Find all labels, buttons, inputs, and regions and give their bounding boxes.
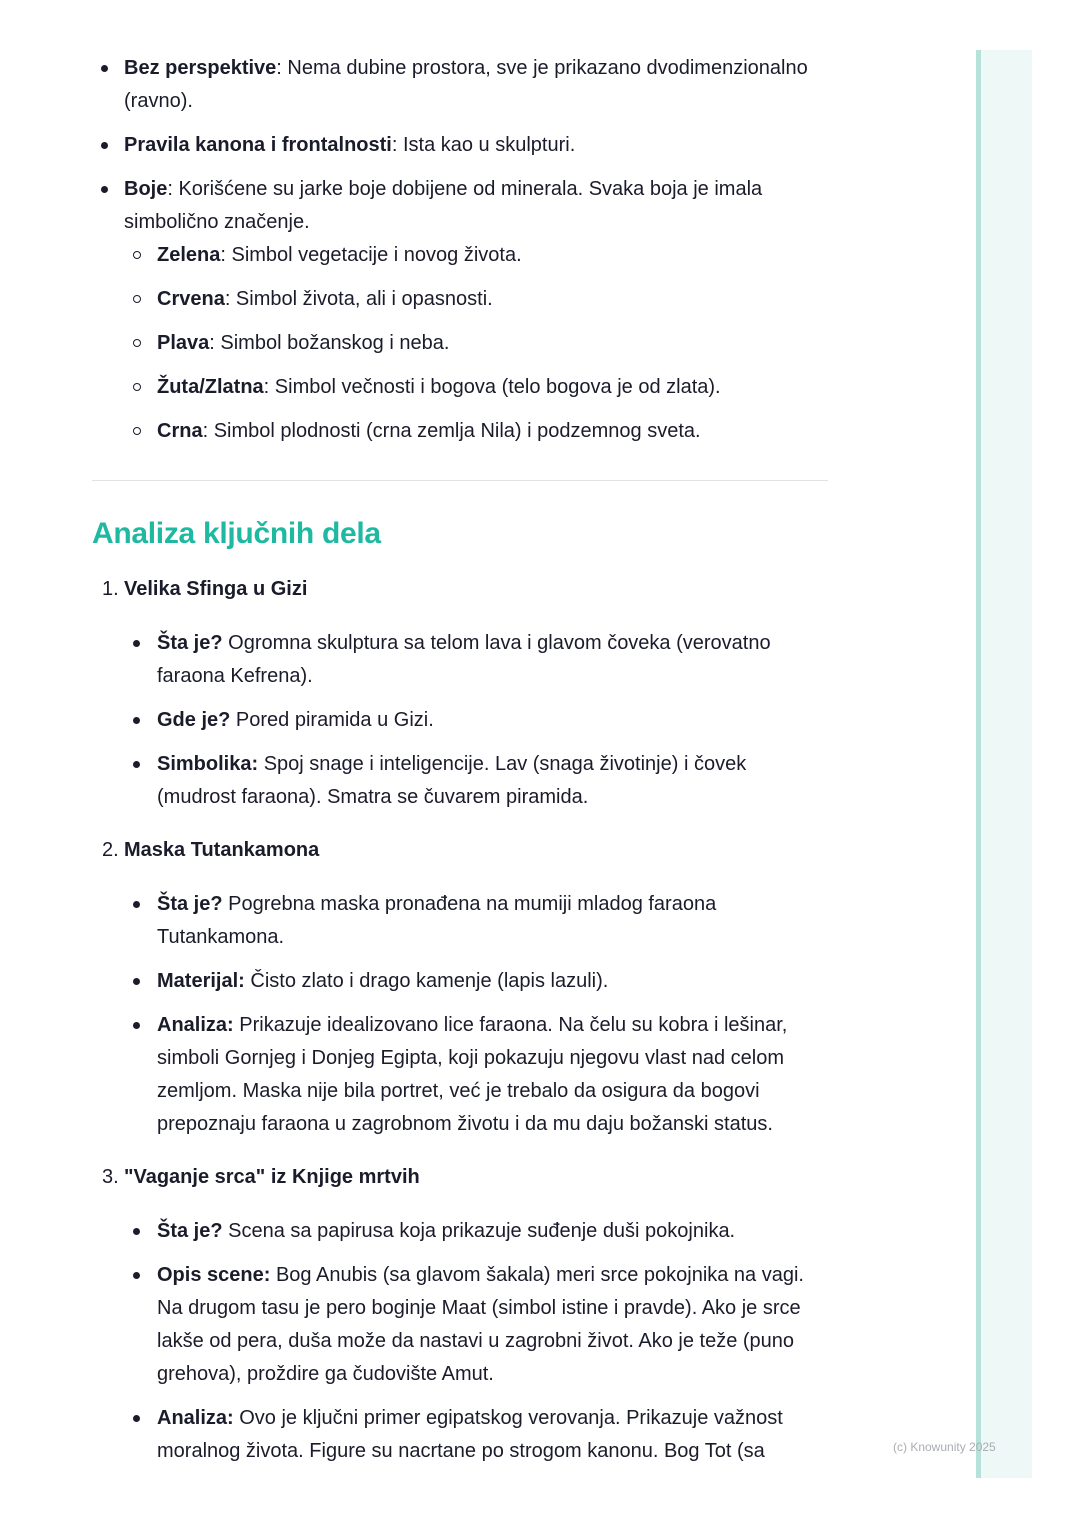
work-title: Velika Sfinga u Gizi: [124, 578, 308, 600]
section-heading: Analiza ključnih dela: [92, 517, 381, 550]
document-content: [92, 52, 828, 1488]
list-item: Simbolika: Spoj snage i inteligencije. Lav (snaga životinje) i čovek (mudrost faraona). Smatra se čuvarem piramida.: [124, 748, 828, 814]
works-list: [92, 573, 828, 1468]
copyright-footer: (c) Knowunity 2025: [893, 1440, 996, 1454]
list-item: Analiza: Ovo je ključni primer egipatskog verovanja. Prikazuje važnost moralnog života. Figure su nacrtane po strogom kanonu. Bog Tot (sa: [124, 1402, 828, 1468]
list-item: Gde je? Pored piramida u Gizi.: [124, 704, 828, 737]
list-item: Opis scene: Bog Anubis (sa glavom šakala) meri srce pokojnika na vagi. Na drugom tasu je pero boginje Maat (simbol istine i pravde). Ako je srce lakše od pera, duša može da nastavi u zagrobni život. Ako je teže (puno grehova), proždire ga čudovište Amut.: [124, 1259, 828, 1391]
list-item: Šta je? Pogrebna maska pronađena na mumiji mladog faraona Tutankamona.: [124, 888, 828, 954]
list-item: Bez perspektive: Nema dubine prostora, sve je prikazano dvodimenzionalno (ravno).: [92, 52, 828, 118]
list-item: Crvena: Simbol života, ali i opasnosti.: [124, 283, 828, 316]
list-item: Šta je? Scena sa papirusa koja prikazuje suđenje duši pokojnika.: [124, 1215, 828, 1248]
list-item: Crna: Simbol plodnosti (crna zemlja Nila) i podzemnog sveta.: [124, 415, 828, 448]
work-item: 3. "Vaganje srca" iz Knjige mrtvih Šta je? Scena sa papirusa koja prikazuje suđenje duši pokojnika. Opis scene: Bog Anubis (sa glavom šakala) meri srce pokojnika na vagi. Na drugom tasu je pero boginje Maat (simbol istine i pravde). Ako je srce lakše od pera, duša može da nastavi u zagrobni život. Ako je teže (puno grehova), proždire ga čudovište Amut. Analiza: Ovo je ključni primer egipatskog verovanja. Prikazuje važnost moralnog života. Figure su nacrtane po strogom kanonu. Bog Tot (sa: [92, 1161, 828, 1468]
list-item: Analiza: Prikazuje idealizovano lice faraona. Na čelu su kobra i lešinar, simboli Gornjeg i Donjeg Egipta, koji pokazuju njegovu vlast nad celom zemljom. Maska nije bila portret, već je trebalo da osigura da bogovi prepoznaju faraona u zagrobnom životu i da mu daju božanski status.: [124, 1009, 828, 1141]
side-panel: [976, 50, 1032, 1478]
divider: [92, 480, 828, 481]
work-item: 1. Velika Sfinga u Gizi Šta je? Ogromna skulptura sa telom lava i glavom čoveka (verovatno faraona Kefrena). Gde je? Pored piramida u Gizi. Simbolika: Spoj snage i inteligencije. Lav (snaga životinje) i čovek (mudrost faraona). Smatra se čuvarem piramida.: [92, 573, 828, 814]
list-item: Žuta/Zlatna: Simbol večnosti i bogova (telo bogova je od zlata).: [124, 371, 828, 404]
list-item: Boje: Korišćene su jarke boje dobijene od minerala. Svaka boja je imala simbolično značenje. Zelena: Simbol vegetacije i novog života. Crvena: Simbol života, ali i opasnosti. Plava: Simbol božanskog i neba. Žuta/Zlatna: Simbol večnosti i bogova (telo bogova je od zlata). Crna: Simbol plodnosti (crna zemlja Nila) i podzemnog sveta.: [92, 173, 828, 448]
list-item: Materijal: Čisto zlato i drago kamenje (lapis lazuli).: [124, 965, 828, 998]
work-item: 2. Maska Tutankamona Šta je? Pogrebna maska pronađena na mumiji mladog faraona Tutankamona. Materijal: Čisto zlato i drago kamenje (lapis lazuli). Analiza: Prikazuje idealizovano lice faraona. Na čelu su kobra i lešinar, simboli Gornjeg i Donjeg Egipta, koji pokazuju njegovu vlast nad celom zemljom. Maska nije bila portret, već je trebalo da osigura da bogovi prepoznaju faraona u zagrobnom životu i da mu daju božanski status.: [92, 834, 828, 1141]
painting-features-list: [92, 52, 828, 448]
work-title: Maska Tutankamona: [124, 839, 320, 861]
list-item: Zelena: Simbol vegetacije i novog života.: [124, 239, 828, 272]
list-item: Šta je? Ogromna skulptura sa telom lava i glavom čoveka (verovatno faraona Kefrena).: [124, 627, 828, 693]
list-item: Plava: Simbol božanskog i neba.: [124, 327, 828, 360]
work-title: "Vaganje srca" iz Knjige mrtvih: [124, 1166, 420, 1188]
list-item: Pravila kanona i frontalnosti: Ista kao u skulpturi.: [92, 129, 828, 162]
colors-list: [124, 239, 828, 448]
